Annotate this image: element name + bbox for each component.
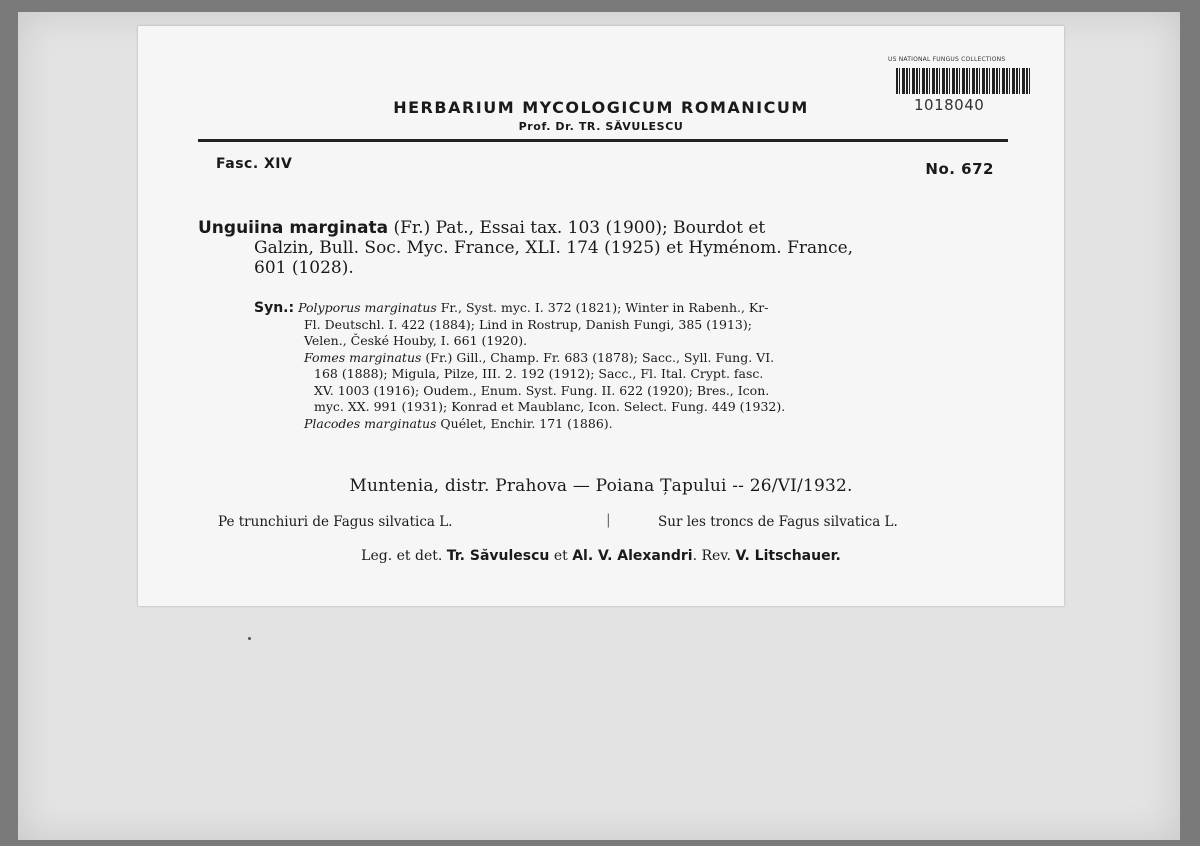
synonym-line: 168 (1888); Migula, Pilze, III. 2. 192 (1912); Sacc., Fl. Ital. Crypt. fasc. (314, 366, 764, 381)
synonym-name: Placodes marginatus (304, 415, 437, 431)
header-rule (198, 139, 1008, 142)
collectors-et: et (549, 548, 573, 564)
species-line-1: (Fr.) Pat., Essai tax. 103 (1900); Bourdot et (388, 218, 766, 238)
synonym-text: Quélet, Enchir. 171 (1886). (436, 415, 613, 431)
specimen-label (138, 26, 1064, 606)
barcode-icon (896, 68, 1032, 94)
species-name: Unguiina marginata (198, 218, 389, 238)
substrate-separator: | (606, 512, 611, 528)
collectors-prefix: Leg. et det. (361, 548, 447, 564)
herbarium-title: HERBARIUM MYCOLOGICUM ROMANICUM (393, 98, 809, 117)
reviser: V. Litschauer. (735, 548, 841, 564)
synonym-line: myc. XX. 991 (1931); Konrad et Maublanc, Icon. Select. Fung. 449 (1932). (314, 399, 786, 414)
synonyms-label: Syn.: (254, 300, 295, 316)
synonym-line: Fl. Deutschl. I. 422 (1884); Lind in Rostrup, Danish Fungi, 385 (1913); (304, 316, 752, 332)
barcode-number: 1018040 (914, 96, 985, 114)
locality: Muntenia, distr. Prahova — Poiana Țapului -- 26/VI/1932. (349, 476, 853, 496)
species-citation (198, 218, 1016, 278)
species-line-3: 601 (1028). (254, 258, 354, 278)
herbarium-subtitle: Prof. Dr. TR. SĂVULESCU (518, 120, 684, 133)
paper-speck (248, 637, 251, 640)
synonym-line: Velen., České Houby, I. 661 (1920). (304, 333, 528, 348)
collector-2: Al. V. Alexandri (572, 548, 693, 564)
synonym-line (254, 416, 1024, 433)
specimen-number: No. 672 (925, 160, 994, 178)
synonym-text: Fr., Syst. myc. I. 372 (1821); Winter in Rabenh., Kr- (436, 300, 769, 315)
fascicle-label: Fasc. XIV (216, 156, 293, 172)
synonym-text: (Fr.) Gill., Champ. Fr. 683 (1878); Sacc., Syll. Fung. VI. (421, 349, 775, 365)
synonym-line: XV. 1003 (1916); Oudem., Enum. Syst. Fung. II. 622 (1920); Bres., Icon. (314, 382, 770, 398)
synonyms-block (254, 300, 1024, 432)
barcode-caption: US NATIONAL FUNGUS COLLECTIONS (888, 56, 1006, 63)
synonym-line (254, 300, 1024, 317)
collectors-rev: . Rev. (692, 548, 736, 564)
synonym-line (254, 350, 1024, 367)
species-line-2: Galzin, Bull. Soc. Myc. France, XLI. 174 (1925) et Hyménom. France, (254, 238, 854, 258)
substrate-french: Sur les troncs de Fagus silvatica L. (658, 514, 898, 530)
collector-1: Tr. Săvulescu (446, 548, 550, 564)
synonym-name: Polyporus marginatus (298, 300, 437, 315)
collectors-line (138, 548, 1064, 564)
substrate-romanian: Pe trunchiuri de Fagus silvatica L. (218, 514, 453, 530)
synonym-name: Fomes marginatus (304, 349, 422, 365)
